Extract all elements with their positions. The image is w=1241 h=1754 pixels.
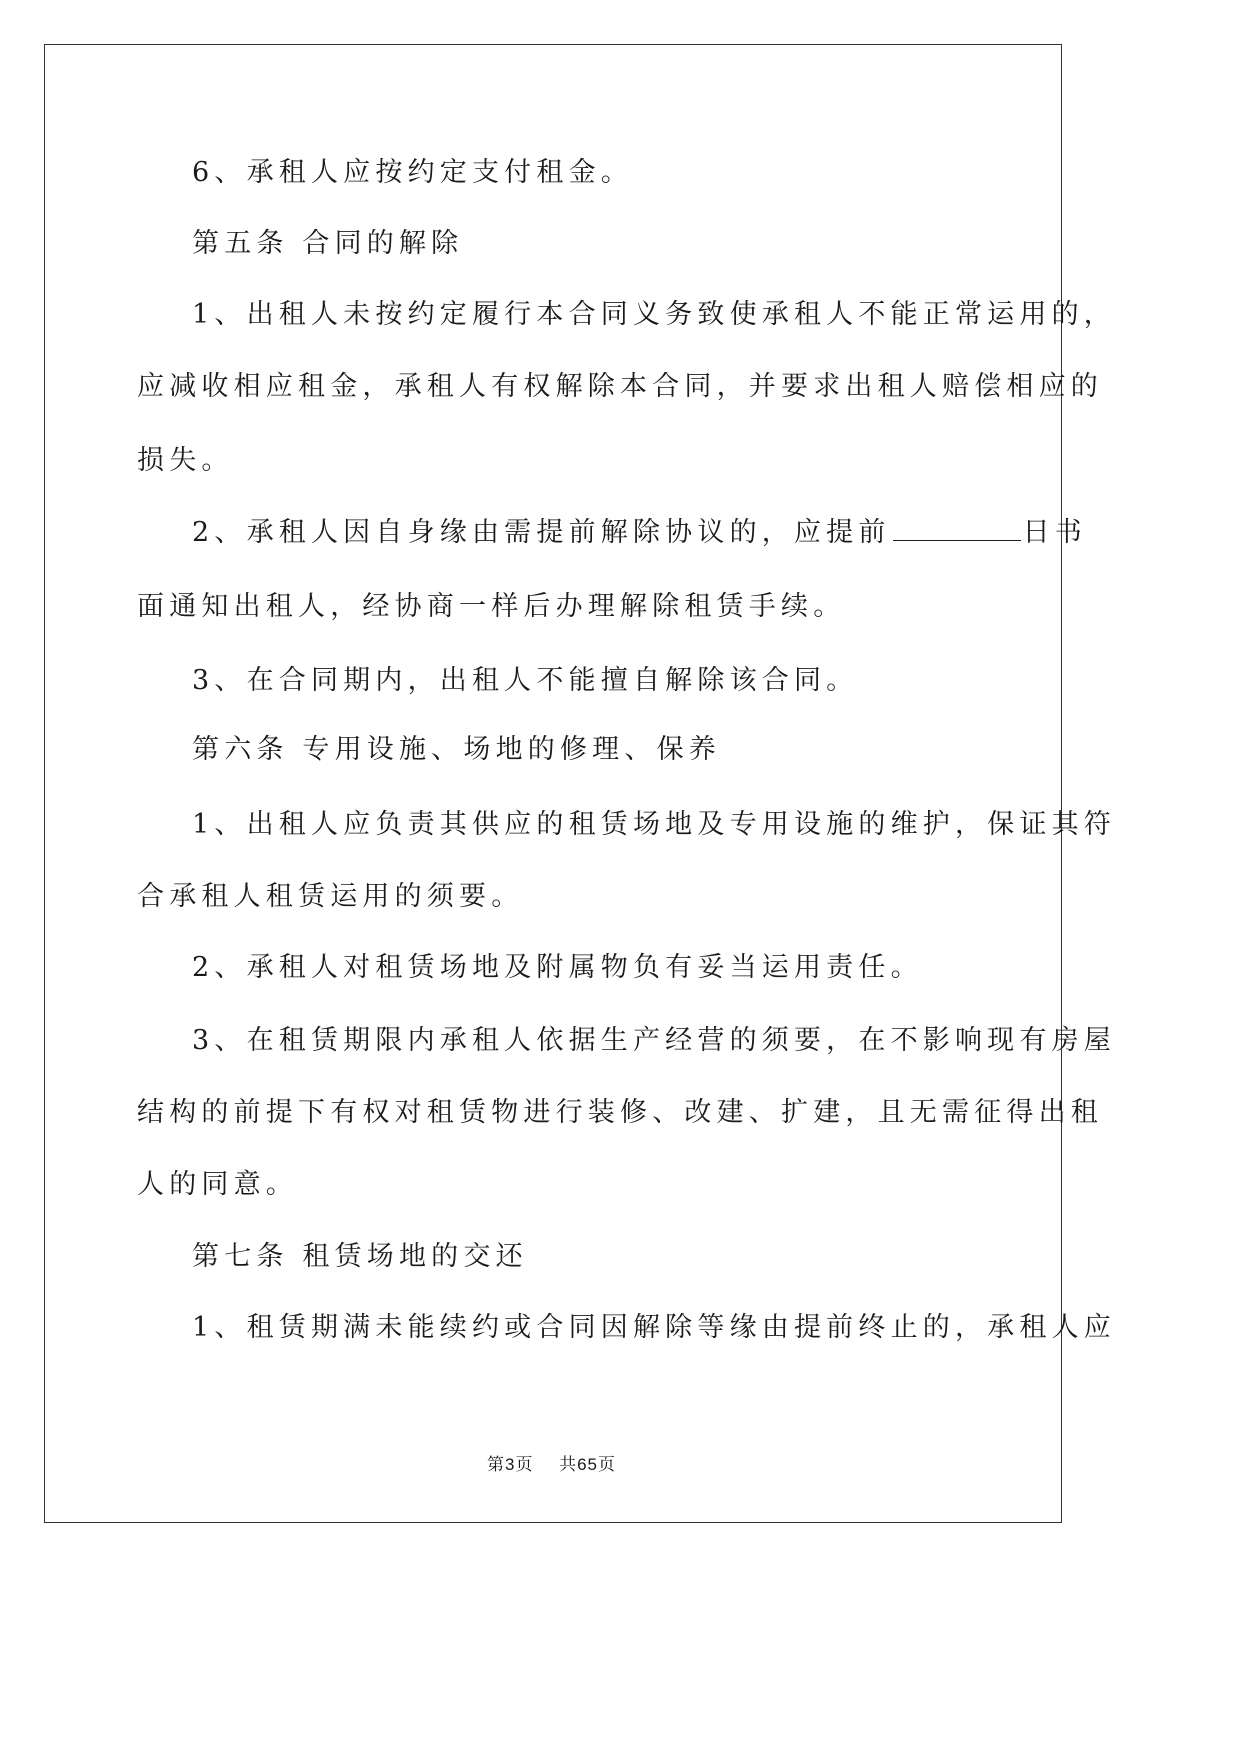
paragraph-line: 2、承租人对租赁场地及附属物负有妥当运用责任。	[192, 952, 923, 983]
paragraph-line: 合承租人租赁运用的须要。	[137, 881, 524, 912]
paragraph-line: 结构的前提下有权对租赁物进行装修、改建、扩建，且无需征得出租	[137, 1097, 1103, 1128]
footer-page-number: 3	[504, 1455, 516, 1474]
fill-in-blank	[893, 514, 1021, 541]
section-heading: 第七条 租赁场地的交还	[192, 1241, 528, 1272]
paragraph-line: 面通知出租人，经协商一样后办理解除租赁手续。	[137, 591, 846, 622]
paragraph-text: 日书	[1022, 517, 1087, 548]
paragraph-line: 6、承租人应按约定支付租金。	[192, 157, 633, 188]
paragraph-line: 1、租赁期满未能续约或合同因解除等缘由提前终止的，承租人应	[192, 1312, 1116, 1343]
footer-total-prefix: 共	[559, 1455, 578, 1475]
paragraph-line: 3、在合同期内，出租人不能擅自解除该合同。	[192, 665, 859, 696]
paragraph-line: 人的同意。	[137, 1169, 298, 1200]
paragraph-line: 损失。	[137, 445, 234, 476]
paragraph-line	[137, 513, 1087, 553]
page-border	[44, 44, 1116, 1523]
footer-page-suffix: 页	[515, 1455, 534, 1475]
paragraph-line: 1、出租人应负责其供应的租赁场地及专用设施的维护，保证其符	[192, 809, 1116, 840]
paragraph-line: 3、在租赁期限内承租人依据生产经营的须要，在不影响现有房屋	[192, 1025, 1116, 1056]
section-heading: 第六条 专用设施、场地的修理、保养	[192, 734, 721, 765]
paragraph-line: 应减收相应租金，承租人有权解除本合同，并要求出租人赔偿相应的	[137, 371, 1103, 402]
paragraph-line: 1、出租人未按约定履行本合同义务致使承租人不能正常运用的，	[192, 299, 1116, 330]
footer-total-suffix: 页	[598, 1455, 616, 1475]
footer-total-number: 65	[577, 1455, 598, 1474]
section-heading: 第五条 合同的解除	[192, 228, 464, 259]
page-footer	[0, 1450, 1103, 1475]
footer-page-prefix: 第	[486, 1455, 505, 1475]
paragraph-text: 2、承租人因自身缘由需提前解除协议的，应提前	[192, 517, 891, 548]
